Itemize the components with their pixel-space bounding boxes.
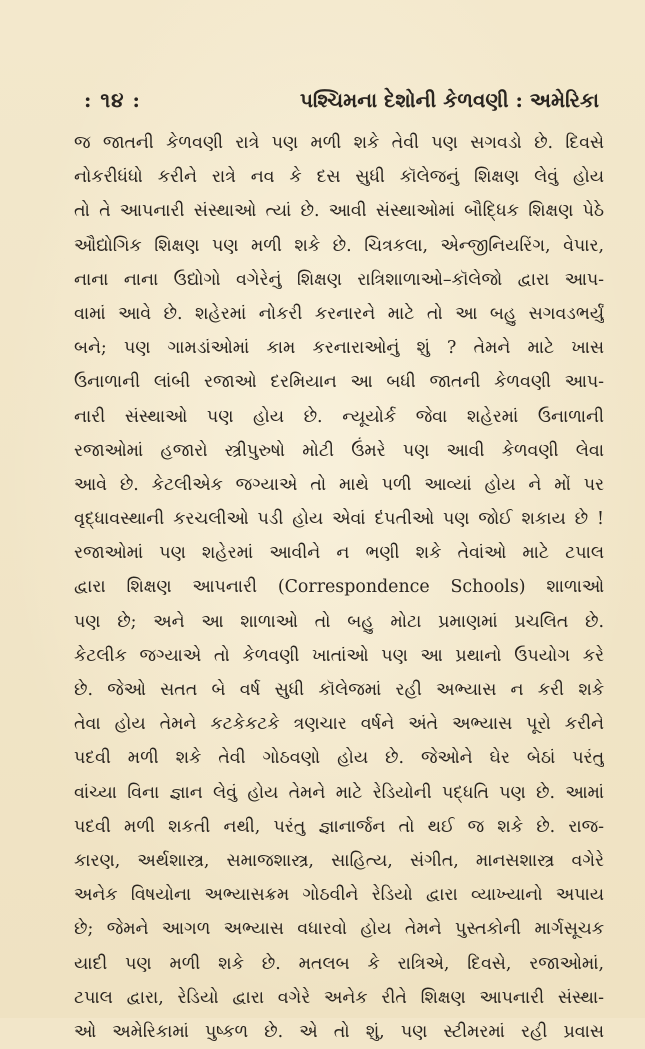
page-header	[84, 88, 599, 120]
text-line: પદવી મળી શકતી નથી, પરંતુ જ્ઞાનાર્જન તો થઈ જ શકે છે. રાજ-	[74, 816, 604, 837]
text-line: બને; પણ ગામડાંઓમાં કામ કરનારાઓનું શું ? તેમને માટે ખાસ	[74, 338, 604, 359]
text-line: કારણ, અર્થશાસ્ત્ર, સમાજશાસ્ત્ર, સાહિત્ય, સંગીત, માનસશાસ્ત્ર વગેરે	[74, 850, 604, 871]
text-line: ઉનાળાની લાંબી રજાઓ દરમિયાન આ બધી જાતની કેળવણી આપ-	[74, 372, 604, 393]
text-line: નારી સંસ્થાઓ પણ હોય છે. ન્યૂયોર્ક જેવા શહેરમાં ઉનાળાની	[74, 406, 604, 427]
running-title: પશ્ચિમના દેશોની કેળવણી : અમેરિકા	[299, 88, 599, 112]
text-line: વામાં આવે છે. શહેરમાં નોકરી કરનારને માટે તો આ બહુ સગવડભર્યું	[74, 303, 604, 324]
text-line: ટપાલ દ્વારા, રેડિયો દ્વારા વગેરે અનેક રીતે શિક્ષણ આપનારી સંસ્થા-	[74, 987, 604, 1008]
text-line: યાદી પણ મળી શકે છે. મતલબ કે રાત્રિએ, દિવસે, રજાઓમાં,	[74, 953, 604, 974]
text-line: તો તે આપનારી સંસ્થાઓ ત્યાં છે. આવી સંસ્થાઓમાં બૌદ્ધિક શિક્ષણ પેઠે	[74, 201, 604, 222]
text-line: રજાઓમાં પણ શહેરમાં આવીને ન ભણી શકે તેવાંઓ માટે ટપાલ	[74, 543, 604, 564]
text-line: દ્વારા શિક્ષણ આપનારી (Correspondence Schools) શાળાઓ	[74, 577, 604, 598]
text-line: તેવા હોય તેમને કટકેકટકે ત્રણચાર વર્ષને અંતે અભ્યાસ પૂરો કરીને	[74, 714, 604, 735]
text-line: રજાઓમાં હજારો સ્ત્રીપુરુષો મોટી ઉંમરે પણ આવી કેળવણી લેવા	[74, 440, 604, 461]
text-line: ઔદ્યોગિક શિક્ષણ પણ મળી શકે છે. ચિત્રકલા, એન્જીનિયરિંગ, વેપાર,	[74, 235, 604, 256]
text-line: અનેક વિષયોના અભ્યાસક્રમ ગોઠવીને રેડિયો દ્વારા વ્યાખ્યાનો અપાય	[74, 885, 604, 906]
text-line: વૃદ્ધાવસ્થાની કરચલીઓ પડી હોય એવાં દંપતીઓ પણ જોઈ શકાય છે !	[74, 509, 604, 530]
body-text	[74, 126, 604, 1049]
text-line: કેટલીક જગ્યાએ તો કેળવણી ખાતાંઓ પણ આ પ્રથાનો ઉપયોગ કરે	[74, 645, 604, 666]
text-line: છે; જેમને આગળ અભ્યાસ વધારવો હોય તેમને પુસ્તકોની માર્ગસૂચક	[74, 919, 604, 940]
text-line: જ જાતની કેળવણી રાત્રે પણ મળી શકે તેવી પણ સગવડો છે. દિવસે	[74, 133, 604, 153]
text-line: છે. જેઓ સતત બે વર્ષ સુધી કૉલેજમાં રહી અભ્યાસ ન કરી શકે	[74, 680, 604, 700]
text-line: પદવી મળી શકે તેવી ગોઠવણો હોય છે. જેઓને ઘેર બેઠાં પરંતુ	[74, 748, 604, 769]
text-line: ઓ અમેરિકામાં પુષ્કળ છે. એ તો શું, પણ સ્ટીમરમાં રહી પ્રવાસ	[74, 1021, 604, 1042]
text-line: આવે છે. કેટલીએક જગ્યાએ તો માથે પળી આવ્યાં હોય ને મોં પર	[74, 474, 604, 495]
page-number: : ૧૪ :	[84, 88, 141, 112]
text-line: નોકરીધંધો કરીને રાત્રે નવ કે દસ સુધી કૉલેજનું શિક્ષણ લેવું હોય	[74, 167, 604, 188]
text-line: પણ છે; અને આ શાળાઓ તો બહુ મોટા પ્રમાણમાં પ્રચલિત છે.	[74, 611, 604, 632]
text-line: વાંચ્યા વિના જ્ઞાન લેવું હોય તેમને માટે રેડિયોની પદ્ધતિ પણ છે. આમાં	[74, 782, 604, 803]
text-line: નાના નાના ઉદ્યોગો વગેરેનું શિક્ષણ રાત્રિશાળાઓ–કૉલેજો દ્વારા આપ-	[74, 269, 604, 290]
